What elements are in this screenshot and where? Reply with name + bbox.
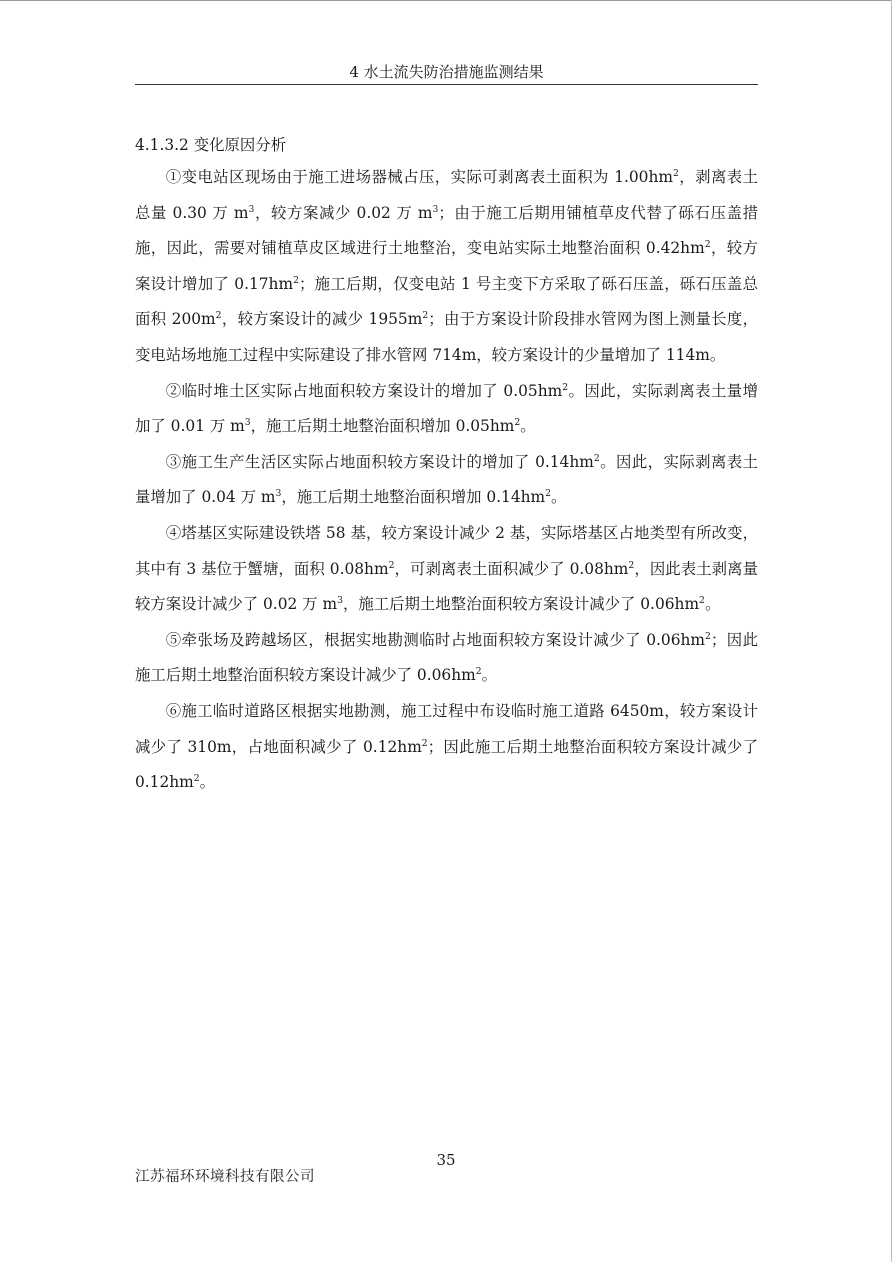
page-border-top [0,0,892,1]
paragraph-temp-road: ⑥施工临时道路区根据实地勘测，施工过程中布设临时施工道路 6450m，较方案设计减少了 310m，占地面积减少了 $0.12hm^2$；因此施工后期土地整治面积较方案设计减少了 $0.12hm^2$。 [135,701,758,792]
header-rule [135,84,758,85]
paragraph-temp-soil-pile: ②临时堆土区实际占地面积较方案设计的增加了 $0.05hm^2$。因此，实际剥离表土量增加了 0.01 万 $m^3$，施工后期土地整治面积增加 $0.05hm^2$。 [135,381,758,436]
footer-company: 江苏福环环境科技有限公司 [135,1169,315,1185]
paragraph-tension-crossing: ⑤牵张场及跨越场区，根据实地勘测临时占地面积较方案设计减少了 $0.06hm^2$；因此施工后期土地整治面积较方案设计减少了 $0.06hm^2$。 [135,630,758,685]
paragraph-tower-base: ④塔基区实际建设铁塔 58 基，较方案设计减少 2 基，实际塔基区占地类型有所改变，其中有 3 基位于蟹塘，面积 $0.08hm^2$，可剥离表土面积减少了 $0.08hm^2$，因此表土剥离量较方案设计减少了 0.02 万 $m^3$，施工后期土地整治面积较方案设计减少了 $0.06hm^2$。 [135,523,758,614]
paragraph-construction-living: ③施工生产生活区实际占地面积较方案设计的增加了 $0.14hm^2$。因此，实际剥离表土量增加了 0.04 万 $m^3$，施工后期土地整治面积增加 $0.14hm^2$。 [135,452,758,507]
document-body [135,130,758,801]
running-header: 4 水土流失防治措施监测结果 [349,63,544,81]
paragraph-substation: ①变电站区现场由于施工进场器械占压，实际可剥离表土面积为 $1.00hm^2$，剥离表土总量 0.30 万 $m^3$，较方案减少 0.02 万 $m^3$；由于施工后期用铺植草皮代替了砾石压盖措施，因此，需要对铺植草皮区域进行土地整治，变电站实际土地整治面积 $0.42hm^2$，较方案设计增加了 $0.17hm^2$；施工后期，仅变电站 1 号主变下方采取了砾石压盖，砾石压盖总面积 $200m^2$，较方案设计的减少 $1955m^2$；由于方案设计阶段排水管网为图上测量长度，变电站场地施工过程中实际建设了排水管网 714m，较方案设计的少量增加了 114m。 [135,167,759,364]
section-heading: 4.1.3.2 变化原因分析 [135,136,287,154]
page-number: 35 [436,1151,456,1169]
